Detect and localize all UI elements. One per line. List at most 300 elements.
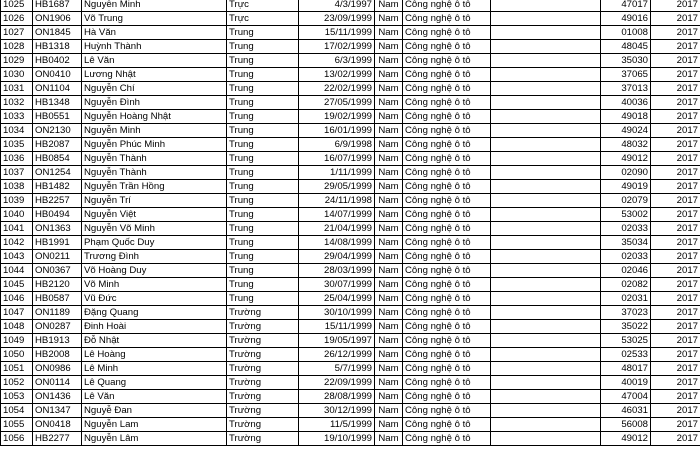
blank-cell	[491, 180, 601, 194]
birth-date-cell: 29/04/1999	[299, 250, 375, 264]
row-number-cell: 1052	[1, 376, 33, 390]
table-row	[1, 152, 700, 166]
major-cell: Công nghệ ô tô	[403, 0, 491, 12]
gender-cell: Nam	[375, 12, 403, 26]
major-cell: Công nghệ ô tô	[403, 180, 491, 194]
school-code-cell: 47004	[601, 390, 651, 404]
given-name-cell: Trung	[227, 68, 299, 82]
student-id-cell: HB2008	[33, 348, 82, 362]
blank-cell	[491, 334, 601, 348]
major-cell: Công nghệ ô tô	[403, 334, 491, 348]
row-number-cell: 1053	[1, 390, 33, 404]
school-code-cell: 35030	[601, 54, 651, 68]
row-number-cell: 1030	[1, 68, 33, 82]
student-id-cell: ON1845	[33, 26, 82, 40]
student-id-cell: ON2130	[33, 124, 82, 138]
school-code-cell: 02090	[601, 166, 651, 180]
row-number-cell: 1042	[1, 236, 33, 250]
year-cell: 2017	[651, 376, 700, 390]
major-cell: Công nghệ ô tô	[403, 404, 491, 418]
student-id-cell: HB0854	[33, 152, 82, 166]
birth-date-cell: 19/02/1999	[299, 110, 375, 124]
given-name-cell: Trung	[227, 236, 299, 250]
table-row	[1, 110, 700, 124]
surname-cell: Nguyễ Đan	[82, 404, 227, 418]
student-id-cell: HB1482	[33, 180, 82, 194]
major-cell: Công nghệ ô tô	[403, 222, 491, 236]
birth-date-cell: 16/07/1999	[299, 152, 375, 166]
surname-cell: Nguyễn Việt	[82, 208, 227, 222]
birth-date-cell: 28/08/1999	[299, 390, 375, 404]
table-row	[1, 376, 700, 390]
given-name-cell: Trung	[227, 40, 299, 54]
year-cell: 2017	[651, 390, 700, 404]
given-name-cell: Trung	[227, 26, 299, 40]
major-cell: Công nghệ ô tô	[403, 138, 491, 152]
major-cell: Công nghệ ô tô	[403, 40, 491, 54]
student-id-cell: HB0494	[33, 208, 82, 222]
given-name-cell: Trung	[227, 222, 299, 236]
row-number-cell: 1032	[1, 96, 33, 110]
birth-date-cell: 30/12/1999	[299, 404, 375, 418]
table-row	[1, 334, 700, 348]
table-row	[1, 418, 700, 432]
blank-cell	[491, 222, 601, 236]
gender-cell: Nam	[375, 40, 403, 54]
student-id-cell: ON1254	[33, 166, 82, 180]
table-row	[1, 12, 700, 26]
birth-date-cell: 13/02/1999	[299, 68, 375, 82]
surname-cell: Lương Nhật	[82, 68, 227, 82]
blank-cell	[491, 124, 601, 138]
gender-cell: Nam	[375, 278, 403, 292]
student-id-cell: ON0367	[33, 264, 82, 278]
surname-cell: Lê Quang	[82, 376, 227, 390]
year-cell: 2017	[651, 222, 700, 236]
table-row	[1, 166, 700, 180]
year-cell: 2017	[651, 166, 700, 180]
surname-cell: Huỳnh Thành	[82, 40, 227, 54]
given-name-cell: Trường	[227, 432, 299, 446]
birth-date-cell: 16/01/1999	[299, 124, 375, 138]
blank-cell	[491, 166, 601, 180]
blank-cell	[491, 432, 601, 446]
surname-cell: Võ Minh	[82, 278, 227, 292]
birth-date-cell: 25/04/1999	[299, 292, 375, 306]
major-cell: Công nghệ ô tô	[403, 166, 491, 180]
birth-date-cell: 24/11/1998	[299, 194, 375, 208]
major-cell: Công nghệ ô tô	[403, 82, 491, 96]
surname-cell: Nguyễn Trần Hồng	[82, 180, 227, 194]
major-cell: Công nghệ ô tô	[403, 250, 491, 264]
birth-date-cell: 11/5/1999	[299, 418, 375, 432]
given-name-cell: Trung	[227, 292, 299, 306]
gender-cell: Nam	[375, 0, 403, 12]
year-cell: 2017	[651, 96, 700, 110]
gender-cell: Nam	[375, 264, 403, 278]
given-name-cell: Trung	[227, 250, 299, 264]
school-code-cell: 40036	[601, 96, 651, 110]
year-cell: 2017	[651, 40, 700, 54]
school-code-cell: 49019	[601, 180, 651, 194]
surname-cell: Đỗ Nhật	[82, 334, 227, 348]
surname-cell: Lê Văn	[82, 390, 227, 404]
birth-date-cell: 29/05/1999	[299, 180, 375, 194]
blank-cell	[491, 348, 601, 362]
gender-cell: Nam	[375, 82, 403, 96]
birth-date-cell: 6/9/1998	[299, 138, 375, 152]
student-id-cell: ON1347	[33, 404, 82, 418]
gender-cell: Nam	[375, 222, 403, 236]
given-name-cell: Trực	[227, 0, 299, 12]
given-name-cell: Trường	[227, 390, 299, 404]
birth-date-cell: 30/10/1999	[299, 306, 375, 320]
school-code-cell: 37023	[601, 306, 651, 320]
year-cell: 2017	[651, 208, 700, 222]
birth-date-cell: 19/10/1999	[299, 432, 375, 446]
birth-date-cell: 17/02/1999	[299, 40, 375, 54]
student-id-cell: ON1189	[33, 306, 82, 320]
table-row	[1, 348, 700, 362]
year-cell: 2017	[651, 334, 700, 348]
given-name-cell: Trung	[227, 278, 299, 292]
birth-date-cell: 14/08/1999	[299, 236, 375, 250]
blank-cell	[491, 404, 601, 418]
year-cell: 2017	[651, 264, 700, 278]
major-cell: Công nghệ ô tô	[403, 348, 491, 362]
given-name-cell: Trực	[227, 12, 299, 26]
surname-cell: Nguyễn Phúc Minh	[82, 138, 227, 152]
year-cell: 2017	[651, 404, 700, 418]
surname-cell: Trương Đình	[82, 250, 227, 264]
year-cell: 2017	[651, 250, 700, 264]
major-cell: Công nghệ ô tô	[403, 236, 491, 250]
student-id-cell: ON1104	[33, 82, 82, 96]
gender-cell: Nam	[375, 292, 403, 306]
year-cell: 2017	[651, 320, 700, 334]
surname-cell: Nguyễn Lam	[82, 418, 227, 432]
row-number-cell: 1046	[1, 292, 33, 306]
blank-cell	[491, 54, 601, 68]
gender-cell: Nam	[375, 180, 403, 194]
student-id-cell: HB2120	[33, 278, 82, 292]
blank-cell	[491, 82, 601, 96]
table-row	[1, 194, 700, 208]
row-number-cell: 1047	[1, 306, 33, 320]
given-name-cell: Trung	[227, 124, 299, 138]
gender-cell: Nam	[375, 320, 403, 334]
blank-cell	[491, 40, 601, 54]
gender-cell: Nam	[375, 96, 403, 110]
blank-cell	[491, 306, 601, 320]
school-code-cell: 02079	[601, 194, 651, 208]
given-name-cell: Trung	[227, 110, 299, 124]
given-name-cell: Trung	[227, 166, 299, 180]
row-number-cell: 1025	[1, 0, 33, 12]
surname-cell: Nguyễn Lâm	[82, 432, 227, 446]
gender-cell: Nam	[375, 362, 403, 376]
blank-cell	[491, 292, 601, 306]
school-code-cell: 56008	[601, 418, 651, 432]
student-id-cell: ON0410	[33, 68, 82, 82]
major-cell: Công nghệ ô tô	[403, 194, 491, 208]
birth-date-cell: 15/11/1999	[299, 26, 375, 40]
surname-cell: Nguyễn Trí	[82, 194, 227, 208]
birth-date-cell: 21/04/1999	[299, 222, 375, 236]
major-cell: Công nghệ ô tô	[403, 376, 491, 390]
school-code-cell: 01008	[601, 26, 651, 40]
table-row	[1, 96, 700, 110]
row-number-cell: 1045	[1, 278, 33, 292]
year-cell: 2017	[651, 12, 700, 26]
major-cell: Công nghệ ô tô	[403, 362, 491, 376]
row-number-cell: 1048	[1, 320, 33, 334]
given-name-cell: Trường	[227, 418, 299, 432]
blank-cell	[491, 250, 601, 264]
student-id-cell: HB0402	[33, 54, 82, 68]
row-number-cell: 1051	[1, 362, 33, 376]
gender-cell: Nam	[375, 306, 403, 320]
blank-cell	[491, 68, 601, 82]
birth-date-cell: 6/3/1999	[299, 54, 375, 68]
school-code-cell: 49016	[601, 12, 651, 26]
student-id-cell: ON1436	[33, 390, 82, 404]
surname-cell: Đặng Quang	[82, 306, 227, 320]
birth-date-cell: 19/05/1997	[299, 334, 375, 348]
gender-cell: Nam	[375, 208, 403, 222]
year-cell: 2017	[651, 54, 700, 68]
major-cell: Công nghệ ô tô	[403, 418, 491, 432]
row-number-cell: 1043	[1, 250, 33, 264]
student-id-cell: HB1991	[33, 236, 82, 250]
birth-date-cell: 4/3/1997	[299, 0, 375, 12]
major-cell: Công nghệ ô tô	[403, 124, 491, 138]
given-name-cell: Trung	[227, 208, 299, 222]
school-code-cell: 02033	[601, 250, 651, 264]
year-cell: 2017	[651, 180, 700, 194]
surname-cell: Võ Hoàng Duy	[82, 264, 227, 278]
blank-cell	[491, 236, 601, 250]
student-id-cell: HB1687	[33, 0, 82, 12]
table-row	[1, 390, 700, 404]
blank-cell	[491, 376, 601, 390]
table-row	[1, 54, 700, 68]
row-number-cell: 1026	[1, 12, 33, 26]
surname-cell: Nguyễn Thành	[82, 152, 227, 166]
school-code-cell: 02033	[601, 222, 651, 236]
school-code-cell: 40019	[601, 376, 651, 390]
year-cell: 2017	[651, 152, 700, 166]
surname-cell: Vũ Đức	[82, 292, 227, 306]
given-name-cell: Trung	[227, 152, 299, 166]
table-row	[1, 68, 700, 82]
school-code-cell: 02533	[601, 348, 651, 362]
surname-cell: Lê Hoàng	[82, 348, 227, 362]
gender-cell: Nam	[375, 138, 403, 152]
table-row	[1, 0, 700, 12]
surname-cell: Hà Văn	[82, 26, 227, 40]
school-code-cell: 49012	[601, 152, 651, 166]
table-row	[1, 278, 700, 292]
year-cell: 2017	[651, 278, 700, 292]
surname-cell: Lê Văn	[82, 54, 227, 68]
row-number-cell: 1038	[1, 180, 33, 194]
row-number-cell: 1035	[1, 138, 33, 152]
year-cell: 2017	[651, 124, 700, 138]
major-cell: Công nghệ ô tô	[403, 54, 491, 68]
year-cell: 2017	[651, 0, 700, 12]
gender-cell: Nam	[375, 236, 403, 250]
table-row	[1, 404, 700, 418]
table-row	[1, 180, 700, 194]
major-cell: Công nghệ ô tô	[403, 96, 491, 110]
table-row	[1, 82, 700, 96]
school-code-cell: 47017	[601, 0, 651, 12]
given-name-cell: Trung	[227, 180, 299, 194]
student-id-cell: ON1906	[33, 12, 82, 26]
table-row	[1, 264, 700, 278]
student-id-cell: HB2087	[33, 138, 82, 152]
blank-cell	[491, 320, 601, 334]
student-id-cell: ON0418	[33, 418, 82, 432]
given-name-cell: Trung	[227, 138, 299, 152]
blank-cell	[491, 194, 601, 208]
major-cell: Công nghệ ô tô	[403, 278, 491, 292]
student-id-cell: HB1318	[33, 40, 82, 54]
given-name-cell: Trung	[227, 194, 299, 208]
surname-cell: Nguyễn Minh	[82, 124, 227, 138]
row-number-cell: 1033	[1, 110, 33, 124]
major-cell: Công nghệ ô tô	[403, 110, 491, 124]
student-id-cell: HB0551	[33, 110, 82, 124]
row-number-cell: 1028	[1, 40, 33, 54]
blank-cell	[491, 26, 601, 40]
table-row	[1, 306, 700, 320]
row-number-cell: 1049	[1, 334, 33, 348]
birth-date-cell: 5/7/1999	[299, 362, 375, 376]
blank-cell	[491, 12, 601, 26]
school-code-cell: 35034	[601, 236, 651, 250]
row-number-cell: 1037	[1, 166, 33, 180]
blank-cell	[491, 138, 601, 152]
table-row	[1, 208, 700, 222]
gender-cell: Nam	[375, 390, 403, 404]
student-id-cell: ON0986	[33, 362, 82, 376]
table-row	[1, 222, 700, 236]
school-code-cell: 02046	[601, 264, 651, 278]
gender-cell: Nam	[375, 376, 403, 390]
student-id-cell: ON0287	[33, 320, 82, 334]
school-code-cell: 53025	[601, 334, 651, 348]
year-cell: 2017	[651, 26, 700, 40]
blank-cell	[491, 0, 601, 12]
year-cell: 2017	[651, 68, 700, 82]
birth-date-cell: 15/11/1999	[299, 320, 375, 334]
given-name-cell: Trung	[227, 82, 299, 96]
row-number-cell: 1036	[1, 152, 33, 166]
table-row	[1, 362, 700, 376]
student-id-cell: ON0211	[33, 250, 82, 264]
blank-cell	[491, 278, 601, 292]
school-code-cell: 37013	[601, 82, 651, 96]
student-id-cell: HB2277	[33, 432, 82, 446]
birth-date-cell: 22/02/1999	[299, 82, 375, 96]
birth-date-cell: 27/05/1999	[299, 96, 375, 110]
major-cell: Công nghệ ô tô	[403, 264, 491, 278]
table-row	[1, 292, 700, 306]
school-code-cell: 48017	[601, 362, 651, 376]
blank-cell	[491, 110, 601, 124]
table-row	[1, 320, 700, 334]
school-code-cell: 46031	[601, 404, 651, 418]
gender-cell: Nam	[375, 418, 403, 432]
row-number-cell: 1055	[1, 418, 33, 432]
school-code-cell: 48032	[601, 138, 651, 152]
surname-cell: Nguyễn Minh	[82, 0, 227, 12]
year-cell: 2017	[651, 138, 700, 152]
given-name-cell: Trường	[227, 362, 299, 376]
school-code-cell: 48045	[601, 40, 651, 54]
year-cell: 2017	[651, 432, 700, 446]
given-name-cell: Trung	[227, 96, 299, 110]
blank-cell	[491, 362, 601, 376]
birth-date-cell: 1/11/1999	[299, 166, 375, 180]
gender-cell: Nam	[375, 124, 403, 138]
major-cell: Công nghệ ô tô	[403, 12, 491, 26]
given-name-cell: Trường	[227, 404, 299, 418]
table-row	[1, 250, 700, 264]
student-id-cell: HB2257	[33, 194, 82, 208]
school-code-cell: 02082	[601, 278, 651, 292]
major-cell: Công nghệ ô tô	[403, 68, 491, 82]
gender-cell: Nam	[375, 166, 403, 180]
year-cell: 2017	[651, 110, 700, 124]
school-code-cell: 35022	[601, 320, 651, 334]
surname-cell: Nguyễn Võ Minh	[82, 222, 227, 236]
surname-cell: Nguyễn Hoàng Nhật	[82, 110, 227, 124]
row-number-cell: 1034	[1, 124, 33, 138]
major-cell: Công nghệ ô tô	[403, 306, 491, 320]
year-cell: 2017	[651, 362, 700, 376]
year-cell: 2017	[651, 82, 700, 96]
row-number-cell: 1040	[1, 208, 33, 222]
birth-date-cell: 23/09/1999	[299, 12, 375, 26]
given-name-cell: Trường	[227, 306, 299, 320]
blank-cell	[491, 418, 601, 432]
year-cell: 2017	[651, 194, 700, 208]
gender-cell: Nam	[375, 348, 403, 362]
birth-date-cell: 22/09/1999	[299, 376, 375, 390]
row-number-cell: 1054	[1, 404, 33, 418]
table-row	[1, 432, 700, 446]
gender-cell: Nam	[375, 26, 403, 40]
gender-cell: Nam	[375, 110, 403, 124]
blank-cell	[491, 152, 601, 166]
major-cell: Công nghệ ô tô	[403, 390, 491, 404]
blank-cell	[491, 208, 601, 222]
gender-cell: Nam	[375, 334, 403, 348]
row-number-cell: 1041	[1, 222, 33, 236]
row-number-cell: 1056	[1, 432, 33, 446]
surname-cell: Nguyễn Thành	[82, 166, 227, 180]
surname-cell: Phạm Quốc Duy	[82, 236, 227, 250]
birth-date-cell: 30/07/1999	[299, 278, 375, 292]
school-code-cell: 02031	[601, 292, 651, 306]
birth-date-cell: 14/07/1999	[299, 208, 375, 222]
major-cell: Công nghệ ô tô	[403, 26, 491, 40]
row-number-cell: 1050	[1, 348, 33, 362]
gender-cell: Nam	[375, 68, 403, 82]
